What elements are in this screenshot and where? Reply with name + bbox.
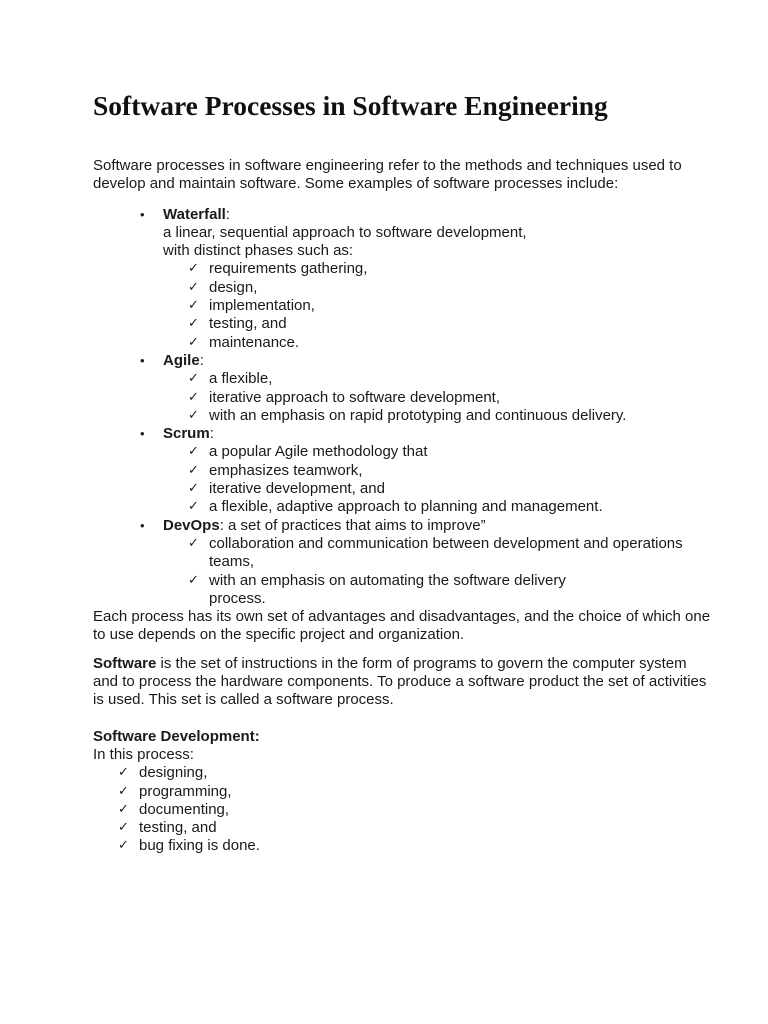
process-list <box>93 206 713 609</box>
check-text: testing, and <box>209 315 287 333</box>
checkmark-icon: ✓ <box>188 572 199 588</box>
check-item <box>163 407 713 425</box>
list-item <box>93 517 713 608</box>
checkmark-icon: ✓ <box>188 316 199 332</box>
check-item <box>163 297 713 315</box>
check-text: documenting, <box>139 800 230 818</box>
list-item <box>93 352 713 425</box>
check-item <box>163 315 713 333</box>
checkmark-icon: ✓ <box>188 334 199 350</box>
check-text: requirements gathering, <box>209 260 368 278</box>
check-item <box>163 389 713 407</box>
check-text: a flexible, adaptive approach to planning and management. <box>209 498 603 516</box>
intro-paragraph: Software processes in software engineering refer to the methods and techniques used to develop and maintain software. Some examples of software processes include: <box>93 157 682 193</box>
check-item <box>163 279 713 297</box>
process-name: Scrum <box>163 425 210 443</box>
process-name: Agile <box>163 351 200 369</box>
process-description-line: a linear, sequential approach to software development, <box>163 223 527 241</box>
checkmark-icon: ✓ <box>188 298 199 314</box>
check-item <box>163 572 713 609</box>
check-item <box>163 535 713 572</box>
check-text: emphasizes teamwork, <box>209 461 363 479</box>
check-list <box>163 443 713 516</box>
summary-paragraph: Each process has its own set of advantages and disadvantages, and the choice of which one to use depends on the specific project and organization. <box>93 608 711 644</box>
list-item <box>93 206 713 352</box>
software-term: Software <box>93 654 157 672</box>
bullet-icon: • <box>140 352 145 368</box>
check-text: bug fixing is done. <box>139 837 260 855</box>
check-text: with an emphasis on automating the software delivery process. <box>209 571 566 607</box>
check-text: with an emphasis on rapid prototyping and continuous delivery. <box>209 406 627 424</box>
check-text: testing, and <box>139 819 217 837</box>
document-page <box>93 88 713 856</box>
checkmark-icon: ✓ <box>188 481 199 497</box>
checkmark-icon: ✓ <box>188 279 199 295</box>
bullet-icon: • <box>140 206 145 222</box>
check-item <box>163 443 713 461</box>
check-item <box>163 480 713 498</box>
check-item <box>93 819 713 837</box>
check-text: maintenance. <box>209 333 300 351</box>
process-suffix: : <box>225 205 230 223</box>
software-definition <box>93 655 713 710</box>
software-definition-text: is the set of instructions in the form of programs to govern the computer system and to process the hardware components. To produce a software product the set of activities is used. This set is called a software process. <box>93 654 707 709</box>
check-list <box>163 535 713 608</box>
check-item <box>93 837 713 855</box>
check-text: iterative development, and <box>209 480 385 498</box>
process-name: DevOps <box>163 516 220 534</box>
checkmark-icon: ✓ <box>118 801 129 817</box>
check-item <box>93 801 713 819</box>
bullet-icon: • <box>140 517 145 533</box>
check-item <box>163 498 713 516</box>
check-text: design, <box>209 278 258 296</box>
process-suffix: : <box>199 351 204 369</box>
checkmark-icon: ✓ <box>188 389 199 405</box>
dev-heading <box>93 728 713 746</box>
checkmark-icon: ✓ <box>188 535 199 551</box>
checkmark-icon: ✓ <box>188 407 199 423</box>
page-title: Software Processes in Software Engineering <box>93 90 608 121</box>
dev-lead: In this process: <box>93 745 194 763</box>
check-list <box>163 260 713 351</box>
check-item <box>163 260 713 278</box>
process-suffix: : a set of practices that aims to improve” <box>219 516 486 534</box>
process-suffix: : <box>209 425 214 443</box>
check-text: designing, <box>139 764 208 782</box>
check-list <box>163 370 713 425</box>
check-item <box>163 462 713 480</box>
checkmark-icon: ✓ <box>188 371 199 387</box>
check-item <box>93 764 713 782</box>
checkmark-icon: ✓ <box>118 820 129 836</box>
checkmark-icon: ✓ <box>188 444 199 460</box>
checkmark-icon: ✓ <box>188 462 199 478</box>
checkmark-icon: ✓ <box>118 838 129 854</box>
process-name: Waterfall <box>163 205 226 223</box>
dev-check-list <box>93 764 713 855</box>
checkmark-icon: ✓ <box>118 783 129 799</box>
checkmark-icon: ✓ <box>188 499 199 515</box>
dev-section <box>93 728 713 856</box>
bullet-icon: • <box>140 426 145 442</box>
check-item <box>163 334 713 352</box>
check-text: implementation, <box>209 297 315 315</box>
check-item <box>93 783 713 801</box>
check-text: iterative approach to software development, <box>209 388 500 406</box>
checkmark-icon: ✓ <box>188 261 199 277</box>
list-item <box>93 425 713 516</box>
check-text: programming, <box>139 782 232 800</box>
check-text: a popular Agile methodology that <box>209 443 428 461</box>
checkmark-icon: ✓ <box>118 765 129 781</box>
dev-heading-text: Software Development: <box>93 727 260 745</box>
check-text: a flexible, <box>209 370 273 388</box>
process-description-line: with distinct phases such as: <box>163 242 354 260</box>
check-text: collaboration and communication between development and operations teams, <box>209 534 683 571</box>
check-item <box>163 370 713 388</box>
